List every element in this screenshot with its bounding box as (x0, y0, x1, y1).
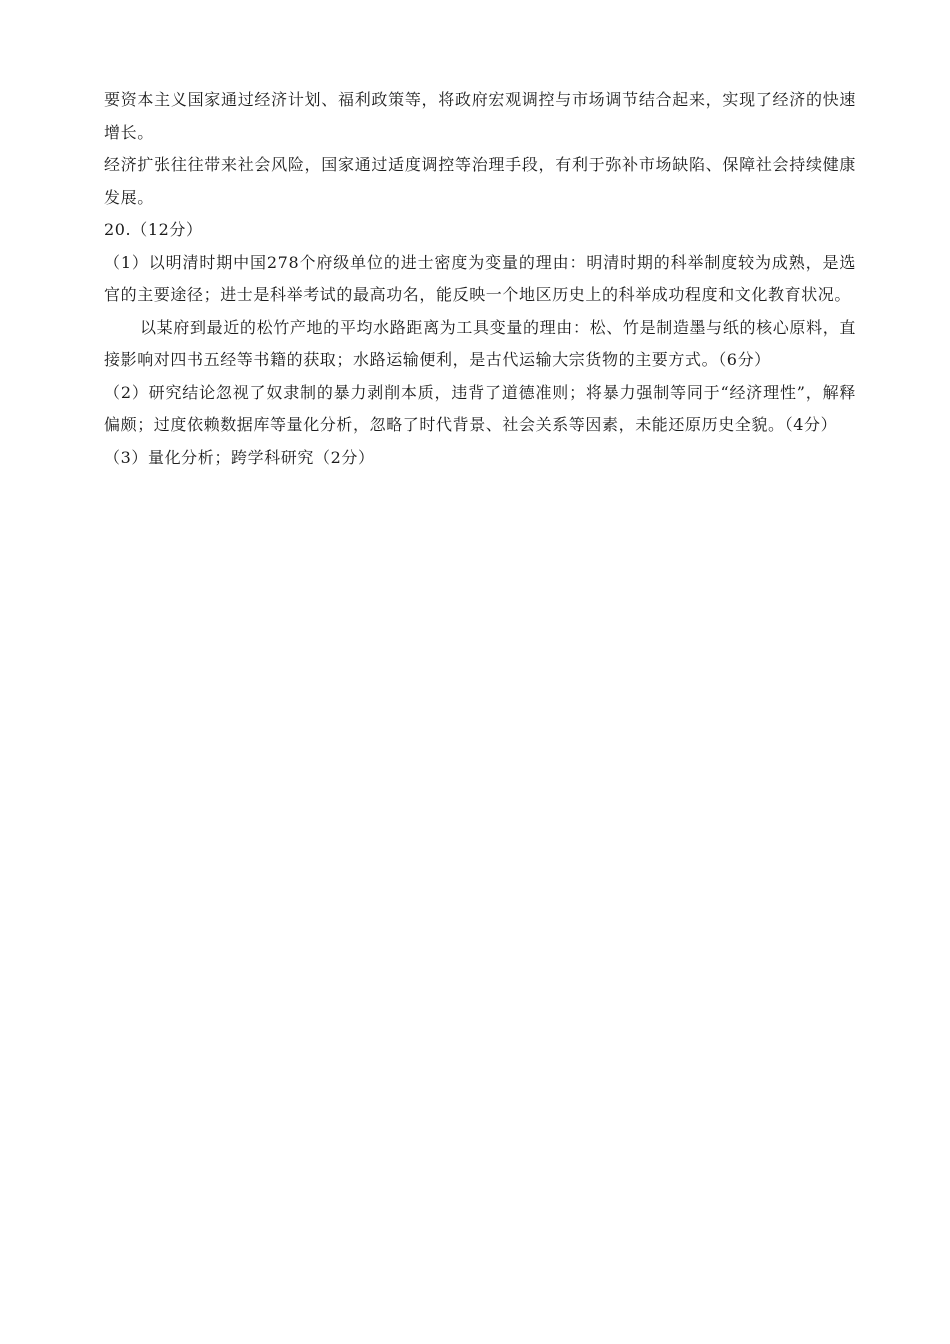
answer-part-2: （2）研究结论忽视了奴隶制的暴力剥削本质，违背了道德准则；将暴力强制等同于“经济理性”，解释偏颇；过度依赖数据库等量化分析，忽略了时代背景、社会关系等因素，未能还原历史全貌。（4分） (104, 382, 856, 434)
answer-part-3: （3）量化分析；跨学科研究（2分） (104, 447, 375, 467)
answer-part-1-instrument: 以某府到最近的松竹产地的平均水路距离为工具变量的理由：松、竹是制造墨与纸的核心原料，直接影响对四书五经等书籍的获取；水路运输便利，是古代运输大宗货物的主要方式。（6分） (104, 317, 856, 369)
document-page (104, 84, 856, 474)
answer-part-1-variable: （1）以明清时期中国278个府级单位的进士密度为变量的理由：明清时期的科举制度较为成熟，是选官的主要途径；进士是科举考试的最高功名，能反映一个地区历史上的科举成功程度和文化教育状况。 (104, 252, 856, 304)
paragraph-social-risk: 经济扩张往往带来社会风险，国家通过适度调控等治理手段，有利于弥补市场缺陷、保障社会持续健康发展。 (104, 155, 856, 207)
question-number-20: 20.（12分） (104, 220, 203, 239)
paragraph-economic-growth: 要资本主义国家通过经济计划、福利政策等，将政府宏观调控与市场调节结合起来，实现了经济的快速增长。 (104, 90, 856, 142)
